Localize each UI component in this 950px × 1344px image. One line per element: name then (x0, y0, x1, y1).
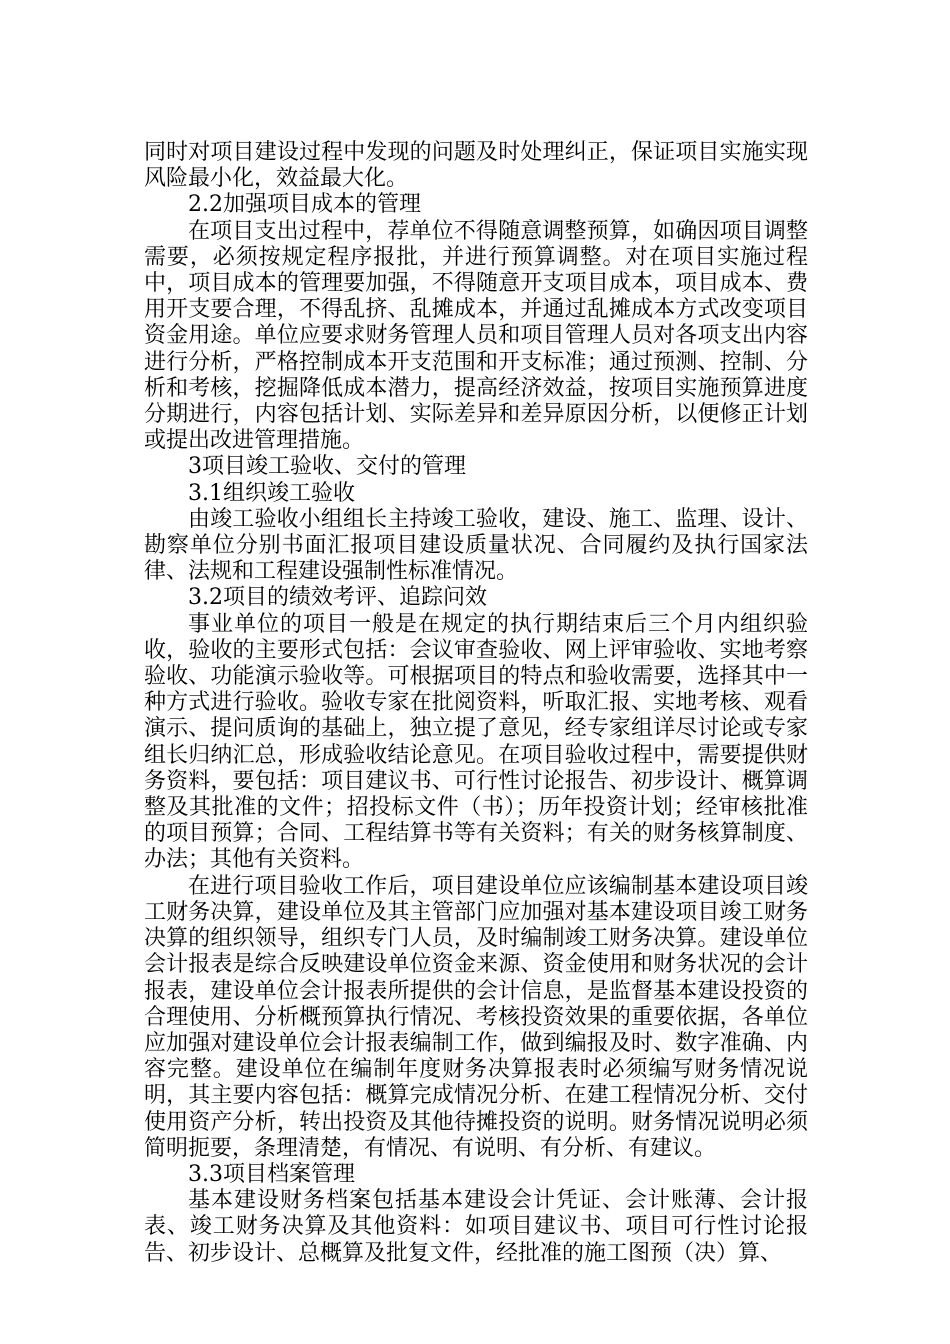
section-heading-3-1: 3.1组织竣工验收 (188, 480, 355, 506)
section-heading-3-2: 3.2项目的绩效考评、追踪问效 (188, 585, 487, 611)
document-page (144, 140, 808, 1267)
section-heading-2-2: 2.2加强项目成本的管理 (188, 192, 421, 218)
paragraph: 事业单位的项目一般是在规定的执行期结束后三个月内组织验收，验收的主要形式包括：会议审查验收、网上评审验收、实地考察验收、功能演示验收等。可根据项目的特点和验收需要，选择其中一种方式进行验收。验收专家在批阅资料，听取汇报、实地考核、观看演示、提问质询的基础上，独立提了意见，经专家组详尽讨论或专家组长归纳汇总，形成验收结论意见。在项目验收过程中，需要提供财务资料，要包括：项目建议书、可行性讨论报告、初步设计、概算调整及其批准的文件；招投标文件（书）；历年投资计划；经审核批准的项目预算；合同、工程结算书等有关资料；有关的财务核算制度、办法；其他有关资料。 (144, 611, 808, 873)
paragraph: 同时对项目建设过程中发现的问题及时处理纠正，保证项目实施实现风险最小化，效益最大化。 (144, 140, 808, 192)
section-heading-3: 3项目竣工验收、交付的管理 (188, 454, 466, 480)
section-heading-3-3: 3.3项目档案管理 (188, 1161, 355, 1187)
paragraph: 基本建设财务档案包括基本建设会计凭证、会计账薄、会计报表、竣工财务决算及其他资料：如项目建议书、项目可行性讨论报告、初步设计、总概算及批复文件，经批准的施工图预（决）算、 (144, 1188, 808, 1266)
paragraph: 在进行项目验收工作后，项目建设单位应该编制基本建设项目竣工财务决算，建设单位及其主管部门应加强对基本建设项目竣工财务决算的组织领导，组织专门人员，及时编制竣工财务决算。建设单位会计报表是综合反映建设单位资金来源、资金使用和财务状况的会计报表，建设单位会计报表所提供的会计信息，是监督基本建设投资的合理使用、分析概预算执行情况、考核投资效果的重要依据，各单位应加强对建设单位会计报表编制工作，做到编报及时、数字准确、内容完整。建设单位在编制年度财务决算报表时必须编写财务情况说明，其主要内容包括：概算完成情况分析、在建工程情况分析、交付使用资产分析，转出投资及其他待摊投资的说明。财务情况说明必须简明扼要，条理清楚，有情况、有说明、有分析、有建议。 (144, 873, 808, 1161)
paragraph: 由竣工验收小组组长主持竣工验收，建设、施工、监理、设计、勘察单位分别书面汇报项目建设质量状况、合同履约及执行国家法律、法规和工程建设强制性标准情况。 (144, 506, 808, 585)
paragraph: 在项目支出过程中，荐单位不得随意调整预算，如确因项目调整需要，必须按规定程序报批，并进行预算调整。对在项目实施过程中，项目成本的管理要加强，不得随意开支项目成本，项目成本、费用开支要合理，不得乱挤、乱摊成本，并通过乱摊成本方式改变项目资金用途。单位应要求财务管理人员和项目管理人员对各项支出内容进行分析，严格控制成本开支范围和开支标准；通过预测、控制、分析和考核，挖掘降低成本潜力，提高经济效益，按项目实施预算进度分期进行，内容包括计划、实际差异和差异原因分析，以便修正计划或提出改进管理措施。 (144, 218, 808, 454)
